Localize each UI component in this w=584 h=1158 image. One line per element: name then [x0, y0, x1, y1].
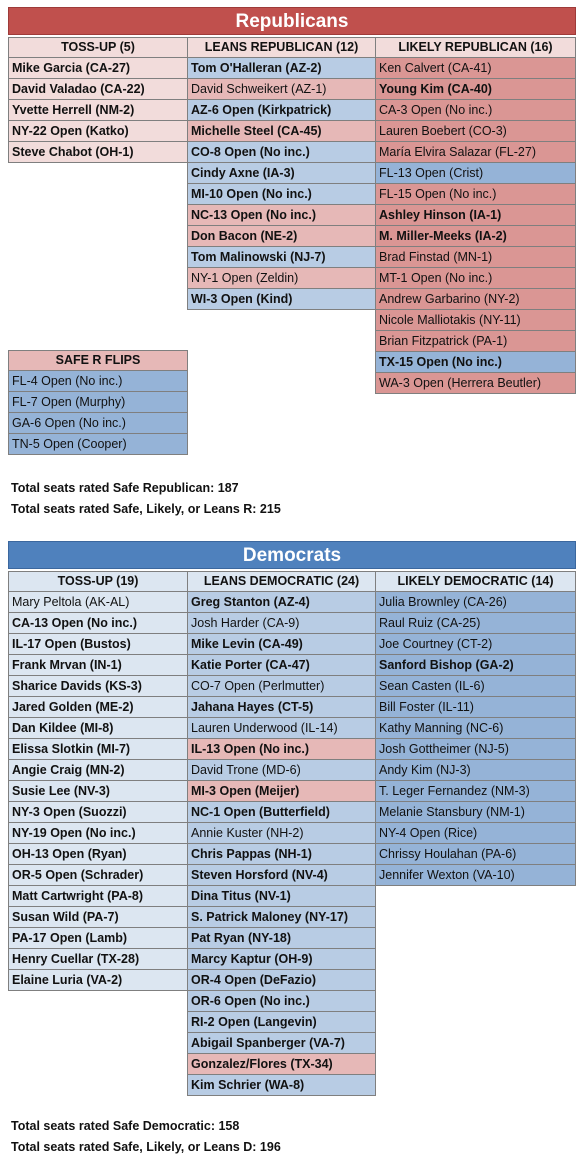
dem-total-safe: Total seats rated Safe Democratic: 158 — [11, 1119, 240, 1133]
district-cell: FL-13 Open (Crist) — [375, 163, 576, 184]
rep-safe-flips-column — [8, 350, 188, 455]
district-cell: NY-22 Open (Katko) — [8, 121, 188, 142]
rep-leans-column — [187, 37, 376, 310]
district-cell: NY-19 Open (No inc.) — [8, 823, 188, 844]
district-cell: Jahana Hayes (CT-5) — [187, 697, 376, 718]
district-cell: MT-1 Open (No inc.) — [375, 268, 576, 289]
district-cell: Yvette Herrell (NM-2) — [8, 100, 188, 121]
district-cell: Josh Gottheimer (NJ-5) — [375, 739, 576, 760]
district-cell: M. Miller-Meeks (IA-2) — [375, 226, 576, 247]
district-cell: David Trone (MD-6) — [187, 760, 376, 781]
rep-tossup-list — [8, 58, 188, 163]
district-cell: NY-1 Open (Zeldin) — [187, 268, 376, 289]
district-cell: Josh Harder (CA-9) — [187, 613, 376, 634]
district-cell: TX-15 Open (No inc.) — [375, 352, 576, 373]
district-cell: Marcy Kaptur (OH-9) — [187, 949, 376, 970]
district-cell: Susie Lee (NV-3) — [8, 781, 188, 802]
district-cell: Joe Courtney (CT-2) — [375, 634, 576, 655]
dem-likely-header: LIKELY DEMOCRATIC (14) — [375, 571, 576, 592]
district-cell: Brad Finstad (MN-1) — [375, 247, 576, 268]
district-cell: Mary Peltola (AK-AL) — [8, 592, 188, 613]
district-cell: Kim Schrier (WA-8) — [187, 1075, 376, 1096]
district-cell: FL-4 Open (No inc.) — [8, 371, 188, 392]
dem-likely-list — [375, 592, 576, 886]
district-cell: Mike Levin (CA-49) — [187, 634, 376, 655]
district-cell: Pat Ryan (NY-18) — [187, 928, 376, 949]
district-cell: Dina Titus (NV-1) — [187, 886, 376, 907]
district-cell: Matt Cartwright (PA-8) — [8, 886, 188, 907]
district-cell: OH-13 Open (Ryan) — [8, 844, 188, 865]
district-cell: T. Leger Fernandez (NM-3) — [375, 781, 576, 802]
rep-total-all: Total seats rated Safe, Likely, or Leans R: 215 — [11, 502, 281, 516]
rep-likely-list — [375, 58, 576, 394]
dem-leans-list — [187, 592, 376, 1096]
district-cell: WI-3 Open (Kind) — [187, 289, 376, 310]
district-cell: Jennifer Wexton (VA-10) — [375, 865, 576, 886]
district-cell: NC-13 Open (No inc.) — [187, 205, 376, 226]
district-cell: Dan Kildee (MI-8) — [8, 718, 188, 739]
democrats-banner: Democrats — [8, 541, 576, 569]
district-cell: NY-4 Open (Rice) — [375, 823, 576, 844]
district-cell: NC-1 Open (Butterfield) — [187, 802, 376, 823]
district-cell: RI-2 Open (Langevin) — [187, 1012, 376, 1033]
district-cell: Tom Malinowski (NJ-7) — [187, 247, 376, 268]
district-cell: CA-13 Open (No inc.) — [8, 613, 188, 634]
district-cell: Sanford Bishop (GA-2) — [375, 655, 576, 676]
district-cell: Lauren Underwood (IL-14) — [187, 718, 376, 739]
dem-leans-column — [187, 571, 376, 1096]
district-cell: GA-6 Open (No inc.) — [8, 413, 188, 434]
dem-likely-column — [375, 571, 576, 886]
district-cell: David Valadao (CA-22) — [8, 79, 188, 100]
district-cell: PA-17 Open (Lamb) — [8, 928, 188, 949]
district-cell: Katie Porter (CA-47) — [187, 655, 376, 676]
district-cell: MI-3 Open (Meijer) — [187, 781, 376, 802]
district-cell: Brian Fitzpatrick (PA-1) — [375, 331, 576, 352]
district-cell: FL-7 Open (Murphy) — [8, 392, 188, 413]
district-cell: Greg Stanton (AZ-4) — [187, 592, 376, 613]
dem-leans-header: LEANS DEMOCRATIC (24) — [187, 571, 376, 592]
district-cell: Steve Chabot (OH-1) — [8, 142, 188, 163]
district-cell: CO-8 Open (No inc.) — [187, 142, 376, 163]
dem-tossup-header: TOSS-UP (19) — [8, 571, 188, 592]
district-cell: Gonzalez/Flores (TX-34) — [187, 1054, 376, 1075]
district-cell: Ashley Hinson (IA-1) — [375, 205, 576, 226]
rep-leans-list — [187, 58, 376, 310]
district-cell: Cindy Axne (IA-3) — [187, 163, 376, 184]
dem-tossup-list — [8, 592, 188, 991]
district-cell: Chris Pappas (NH-1) — [187, 844, 376, 865]
district-cell: Michelle Steel (CA-45) — [187, 121, 376, 142]
district-cell: CA-3 Open (No inc.) — [375, 100, 576, 121]
district-cell: Abigail Spanberger (VA-7) — [187, 1033, 376, 1054]
rep-tossup-header: TOSS-UP (5) — [8, 37, 188, 58]
rep-leans-header: LEANS REPUBLICAN (12) — [187, 37, 376, 58]
district-cell: IL-13 Open (No inc.) — [187, 739, 376, 760]
district-cell: IL-17 Open (Bustos) — [8, 634, 188, 655]
district-cell: Sharice Davids (KS-3) — [8, 676, 188, 697]
district-cell: Frank Mrvan (IN-1) — [8, 655, 188, 676]
rep-total-safe: Total seats rated Safe Republican: 187 — [11, 481, 239, 495]
district-cell: Nicole Malliotakis (NY-11) — [375, 310, 576, 331]
district-cell: NY-3 Open (Suozzi) — [8, 802, 188, 823]
district-cell: Mike Garcia (CA-27) — [8, 58, 188, 79]
district-cell: MI-10 Open (No inc.) — [187, 184, 376, 205]
district-cell: Tom O'Halleran (AZ-2) — [187, 58, 376, 79]
district-cell: Andrew Garbarino (NY-2) — [375, 289, 576, 310]
republicans-banner: Republicans — [8, 7, 576, 35]
district-cell: Henry Cuellar (TX-28) — [8, 949, 188, 970]
district-cell: Andy Kim (NJ-3) — [375, 760, 576, 781]
district-cell: Raul Ruiz (CA-25) — [375, 613, 576, 634]
district-cell: AZ-6 Open (Kirkpatrick) — [187, 100, 376, 121]
dem-tossup-column — [8, 571, 188, 991]
district-cell: Julia Brownley (CA-26) — [375, 592, 576, 613]
district-cell: Angie Craig (MN-2) — [8, 760, 188, 781]
district-cell: Chrissy Houlahan (PA-6) — [375, 844, 576, 865]
district-cell: Young Kim (CA-40) — [375, 79, 576, 100]
district-cell: María Elvira Salazar (FL-27) — [375, 142, 576, 163]
district-cell: Susan Wild (PA-7) — [8, 907, 188, 928]
rep-safe-flips-header: SAFE R FLIPS — [8, 350, 188, 371]
rep-safe-flips-list — [8, 371, 188, 455]
district-cell: Jared Golden (ME-2) — [8, 697, 188, 718]
district-cell: OR-5 Open (Schrader) — [8, 865, 188, 886]
district-cell: TN-5 Open (Cooper) — [8, 434, 188, 455]
district-cell: David Schweikert (AZ-1) — [187, 79, 376, 100]
district-cell: OR-4 Open (DeFazio) — [187, 970, 376, 991]
district-cell: Ken Calvert (CA-41) — [375, 58, 576, 79]
rep-tossup-column — [8, 37, 188, 163]
district-cell: Elaine Luria (VA-2) — [8, 970, 188, 991]
district-cell: Lauren Boebert (CO-3) — [375, 121, 576, 142]
district-cell: OR-6 Open (No inc.) — [187, 991, 376, 1012]
district-cell: Elissa Slotkin (MI-7) — [8, 739, 188, 760]
district-cell: Sean Casten (IL-6) — [375, 676, 576, 697]
district-cell: S. Patrick Maloney (NY-17) — [187, 907, 376, 928]
district-cell: Melanie Stansbury (NM-1) — [375, 802, 576, 823]
rep-likely-header: LIKELY REPUBLICAN (16) — [375, 37, 576, 58]
district-cell: Steven Horsford (NV-4) — [187, 865, 376, 886]
district-cell: CO-7 Open (Perlmutter) — [187, 676, 376, 697]
dem-total-all: Total seats rated Safe, Likely, or Leans D: 196 — [11, 1140, 281, 1154]
district-cell: Kathy Manning (NC-6) — [375, 718, 576, 739]
rep-likely-column — [375, 37, 576, 394]
district-cell: Bill Foster (IL-11) — [375, 697, 576, 718]
district-cell: FL-15 Open (No inc.) — [375, 184, 576, 205]
district-cell: Annie Kuster (NH-2) — [187, 823, 376, 844]
district-cell: Don Bacon (NE-2) — [187, 226, 376, 247]
district-cell: WA-3 Open (Herrera Beutler) — [375, 373, 576, 394]
